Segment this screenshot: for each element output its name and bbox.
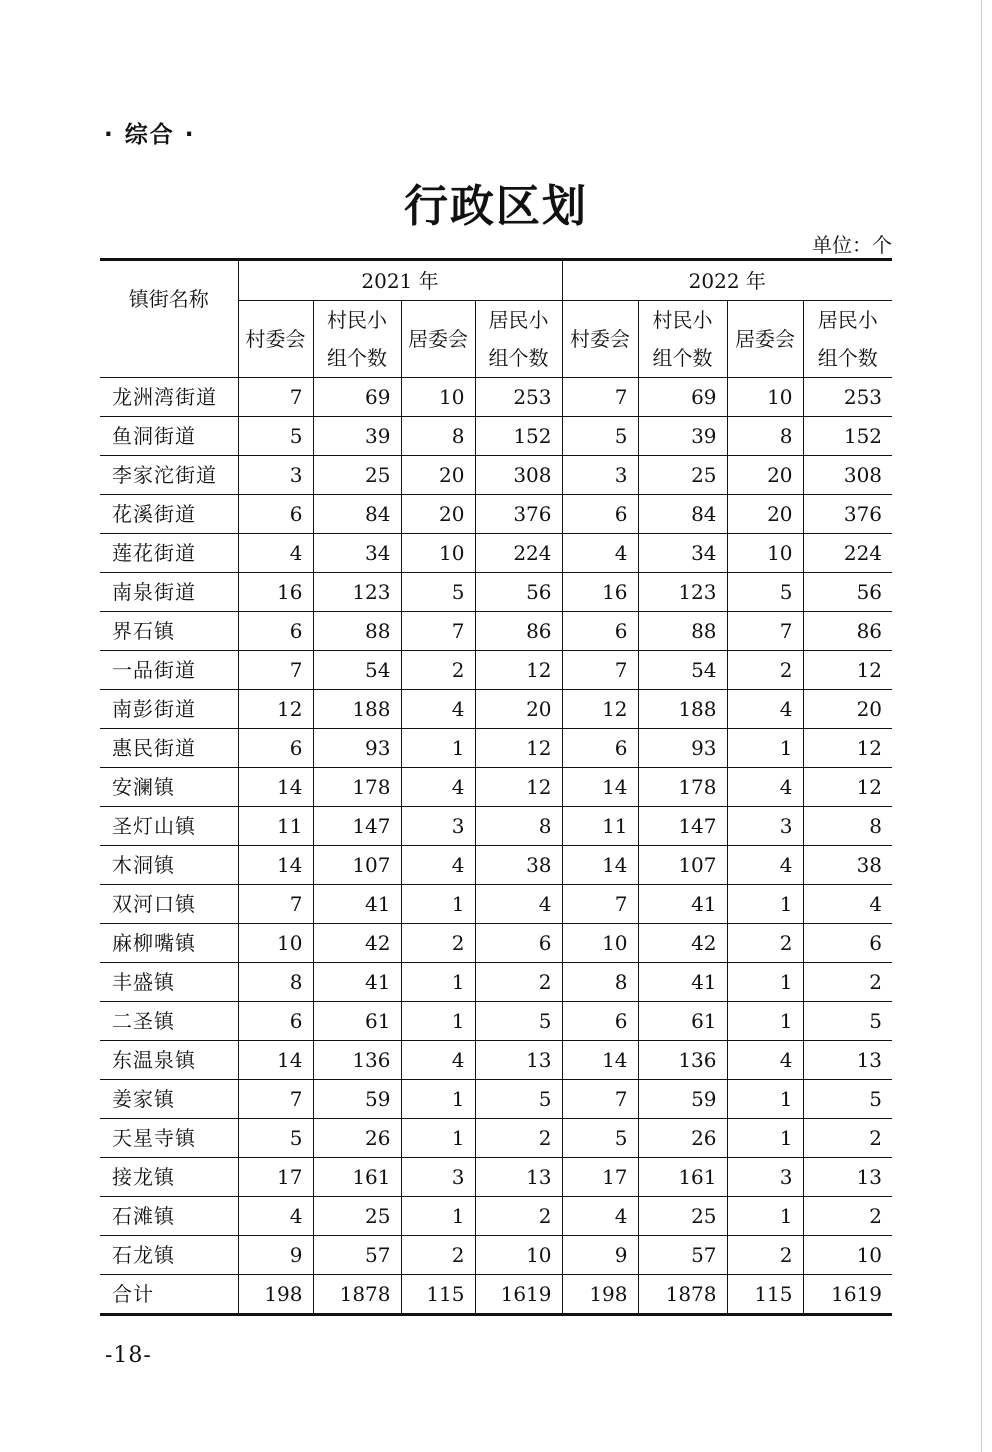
value-cell: 34	[638, 534, 727, 573]
year-header-2021: 2021 年	[238, 260, 562, 301]
value-cell: 14	[562, 768, 638, 807]
value-cell: 42	[638, 924, 727, 963]
value-cell: 2	[475, 1197, 562, 1236]
town-name-cell: 圣灯山镇	[100, 807, 238, 846]
value-cell: 123	[638, 573, 727, 612]
value-cell: 5	[401, 573, 475, 612]
town-name-cell: 天星寺镇	[100, 1119, 238, 1158]
table-row	[100, 573, 892, 612]
value-cell: 253	[803, 378, 892, 417]
value-cell: 147	[638, 807, 727, 846]
value-cell: 4	[803, 885, 892, 924]
value-cell: 20	[475, 690, 562, 729]
value-cell: 152	[475, 417, 562, 456]
column-header: 居民小 组个数	[475, 301, 562, 378]
value-cell: 2	[475, 1119, 562, 1158]
column-header: 居委会	[401, 301, 475, 378]
table-row	[100, 1080, 892, 1119]
town-name-cell: 丰盛镇	[100, 963, 238, 1002]
value-cell: 7	[238, 1080, 313, 1119]
value-cell: 253	[475, 378, 562, 417]
value-cell: 14	[238, 768, 313, 807]
value-cell: 147	[313, 807, 401, 846]
value-cell: 16	[562, 573, 638, 612]
value-cell: 38	[803, 846, 892, 885]
value-cell: 1878	[638, 1275, 727, 1315]
value-cell: 6	[238, 612, 313, 651]
table-row	[100, 1119, 892, 1158]
value-cell: 25	[638, 456, 727, 495]
value-cell: 13	[475, 1158, 562, 1197]
value-cell: 7	[562, 378, 638, 417]
value-cell: 1	[727, 1002, 803, 1041]
town-name-cell: 南泉街道	[100, 573, 238, 612]
value-cell: 188	[638, 690, 727, 729]
value-cell: 5	[238, 417, 313, 456]
value-cell: 198	[562, 1275, 638, 1315]
value-cell: 1	[401, 1080, 475, 1119]
value-cell: 3	[562, 456, 638, 495]
value-cell: 7	[562, 885, 638, 924]
value-cell: 93	[313, 729, 401, 768]
page-title: 行政区划	[404, 181, 588, 232]
column-header: 村委会	[238, 301, 313, 378]
value-cell: 12	[803, 729, 892, 768]
town-name-cell: 麻柳嘴镇	[100, 924, 238, 963]
value-cell: 9	[562, 1236, 638, 1275]
value-cell: 8	[562, 963, 638, 1002]
value-cell: 1	[401, 1197, 475, 1236]
town-name-cell: 姜家镇	[100, 1080, 238, 1119]
value-cell: 2	[727, 1236, 803, 1275]
value-cell: 6	[562, 729, 638, 768]
value-cell: 115	[727, 1275, 803, 1315]
value-cell: 10	[401, 534, 475, 573]
value-cell: 56	[803, 573, 892, 612]
value-cell: 11	[562, 807, 638, 846]
value-cell: 5	[238, 1119, 313, 1158]
value-cell: 7	[727, 612, 803, 651]
value-cell: 107	[313, 846, 401, 885]
value-cell: 1	[401, 885, 475, 924]
value-cell: 12	[475, 768, 562, 807]
column-header-name: 镇街名称	[100, 260, 238, 378]
table-row	[100, 1197, 892, 1236]
value-cell: 84	[313, 495, 401, 534]
value-cell: 69	[313, 378, 401, 417]
value-cell: 178	[638, 768, 727, 807]
value-cell: 10	[238, 924, 313, 963]
table-row	[100, 612, 892, 651]
value-cell: 39	[638, 417, 727, 456]
value-cell: 86	[475, 612, 562, 651]
value-cell: 14	[238, 1041, 313, 1080]
value-cell: 86	[803, 612, 892, 651]
value-cell: 4	[401, 846, 475, 885]
value-cell: 115	[401, 1275, 475, 1315]
value-cell: 12	[803, 651, 892, 690]
town-name-cell: 木洞镇	[100, 846, 238, 885]
value-cell: 308	[803, 456, 892, 495]
value-cell: 6	[238, 495, 313, 534]
admin-division-table	[100, 258, 892, 1316]
town-name-cell: 石滩镇	[100, 1197, 238, 1236]
value-cell: 54	[313, 651, 401, 690]
column-header: 村民小 组个数	[313, 301, 401, 378]
value-cell: 12	[803, 768, 892, 807]
value-cell: 224	[475, 534, 562, 573]
town-name-cell: 东温泉镇	[100, 1041, 238, 1080]
value-cell: 4	[238, 534, 313, 573]
value-cell: 10	[562, 924, 638, 963]
value-cell: 20	[401, 456, 475, 495]
town-name-cell: 李家沱街道	[100, 456, 238, 495]
value-cell: 6	[238, 729, 313, 768]
town-name-cell: 石龙镇	[100, 1236, 238, 1275]
town-name-cell: 合计	[100, 1275, 238, 1315]
value-cell: 39	[313, 417, 401, 456]
value-cell: 7	[238, 651, 313, 690]
value-cell: 7	[238, 378, 313, 417]
value-cell: 12	[475, 729, 562, 768]
value-cell: 41	[638, 963, 727, 1002]
value-cell: 3	[727, 807, 803, 846]
value-cell: 376	[475, 495, 562, 534]
value-cell: 123	[313, 573, 401, 612]
value-cell: 4	[727, 768, 803, 807]
value-cell: 56	[475, 573, 562, 612]
value-cell: 136	[638, 1041, 727, 1080]
value-cell: 13	[803, 1158, 892, 1197]
value-cell: 8	[238, 963, 313, 1002]
value-cell: 57	[313, 1236, 401, 1275]
table-row	[100, 729, 892, 768]
value-cell: 84	[638, 495, 727, 534]
value-cell: 5	[562, 417, 638, 456]
value-cell: 20	[803, 690, 892, 729]
value-cell: 11	[238, 807, 313, 846]
value-cell: 5	[475, 1002, 562, 1041]
value-cell: 14	[238, 846, 313, 885]
table-body	[100, 378, 892, 1315]
table-row	[100, 807, 892, 846]
town-name-cell: 接龙镇	[100, 1158, 238, 1197]
town-name-cell: 莲花街道	[100, 534, 238, 573]
value-cell: 20	[401, 495, 475, 534]
section-label: · 综合 ·	[104, 122, 196, 148]
value-cell: 61	[313, 1002, 401, 1041]
value-cell: 14	[562, 846, 638, 885]
town-name-cell: 一品街道	[100, 651, 238, 690]
value-cell: 12	[475, 651, 562, 690]
value-cell: 1	[727, 1119, 803, 1158]
value-cell: 6	[562, 612, 638, 651]
value-cell: 4	[727, 1041, 803, 1080]
value-cell: 10	[803, 1236, 892, 1275]
value-cell: 3	[727, 1158, 803, 1197]
column-header: 居民小 组个数	[803, 301, 892, 378]
value-cell: 34	[313, 534, 401, 573]
value-cell: 69	[638, 378, 727, 417]
value-cell: 41	[638, 885, 727, 924]
town-name-cell: 安澜镇	[100, 768, 238, 807]
value-cell: 13	[475, 1041, 562, 1080]
value-cell: 136	[313, 1041, 401, 1080]
value-cell: 1	[727, 1197, 803, 1236]
table-row	[100, 1158, 892, 1197]
value-cell: 4	[562, 534, 638, 573]
value-cell: 3	[401, 807, 475, 846]
value-cell: 1	[727, 885, 803, 924]
value-cell: 8	[475, 807, 562, 846]
value-cell: 2	[727, 651, 803, 690]
value-cell: 54	[638, 651, 727, 690]
value-cell: 14	[562, 1041, 638, 1080]
value-cell: 10	[727, 378, 803, 417]
value-cell: 8	[803, 807, 892, 846]
column-header: 村委会	[562, 301, 638, 378]
value-cell: 6	[803, 924, 892, 963]
town-name-cell: 鱼洞街道	[100, 417, 238, 456]
value-cell: 5	[727, 573, 803, 612]
value-cell: 17	[562, 1158, 638, 1197]
table-row	[100, 768, 892, 807]
value-cell: 4	[238, 1197, 313, 1236]
value-cell: 10	[475, 1236, 562, 1275]
value-cell: 4	[562, 1197, 638, 1236]
value-cell: 2	[803, 963, 892, 1002]
value-cell: 7	[238, 885, 313, 924]
value-cell: 26	[638, 1119, 727, 1158]
value-cell: 1	[401, 729, 475, 768]
value-cell: 2	[401, 1236, 475, 1275]
town-name-cell: 惠民街道	[100, 729, 238, 768]
value-cell: 6	[238, 1002, 313, 1041]
value-cell: 2	[401, 924, 475, 963]
value-cell: 2	[727, 924, 803, 963]
value-cell: 61	[638, 1002, 727, 1041]
value-cell: 3	[401, 1158, 475, 1197]
table-row	[100, 690, 892, 729]
value-cell: 178	[313, 768, 401, 807]
value-cell: 10	[727, 534, 803, 573]
value-cell: 25	[313, 456, 401, 495]
value-cell: 93	[638, 729, 727, 768]
value-cell: 161	[313, 1158, 401, 1197]
value-cell: 13	[803, 1041, 892, 1080]
value-cell: 1	[401, 1002, 475, 1041]
value-cell: 5	[475, 1080, 562, 1119]
value-cell: 152	[803, 417, 892, 456]
value-cell: 20	[727, 495, 803, 534]
value-cell: 4	[475, 885, 562, 924]
town-name-cell: 双河口镇	[100, 885, 238, 924]
value-cell: 41	[313, 885, 401, 924]
value-cell: 2	[803, 1197, 892, 1236]
value-cell: 41	[313, 963, 401, 1002]
value-cell: 3	[238, 456, 313, 495]
value-cell: 7	[562, 651, 638, 690]
value-cell: 59	[638, 1080, 727, 1119]
value-cell: 12	[238, 690, 313, 729]
value-cell: 1	[401, 1119, 475, 1158]
table-row	[100, 1236, 892, 1275]
value-cell: 1	[401, 963, 475, 1002]
value-cell: 2	[475, 963, 562, 1002]
value-cell: 4	[401, 690, 475, 729]
value-cell: 4	[727, 846, 803, 885]
unit-label: 单位：个	[812, 233, 892, 257]
town-name-cell: 龙洲湾街道	[100, 378, 238, 417]
value-cell: 88	[638, 612, 727, 651]
table-row	[100, 534, 892, 573]
value-cell: 1619	[803, 1275, 892, 1315]
table-row	[100, 1002, 892, 1041]
table-row	[100, 417, 892, 456]
value-cell: 5	[562, 1119, 638, 1158]
value-cell: 9	[238, 1236, 313, 1275]
value-cell: 25	[313, 1197, 401, 1236]
value-cell: 308	[475, 456, 562, 495]
value-cell: 1	[727, 729, 803, 768]
value-cell: 6	[562, 1002, 638, 1041]
table-row	[100, 495, 892, 534]
value-cell: 5	[803, 1080, 892, 1119]
value-cell: 8	[727, 417, 803, 456]
value-cell: 6	[562, 495, 638, 534]
table-row	[100, 1041, 892, 1080]
value-cell: 8	[401, 417, 475, 456]
value-cell: 1	[727, 1080, 803, 1119]
value-cell: 198	[238, 1275, 313, 1315]
value-cell: 4	[401, 768, 475, 807]
table-row	[100, 963, 892, 1002]
page-number: -18-	[105, 1343, 152, 1368]
value-cell: 107	[638, 846, 727, 885]
value-cell: 4	[401, 1041, 475, 1080]
column-header: 居委会	[727, 301, 803, 378]
value-cell: 161	[638, 1158, 727, 1197]
table-row	[100, 885, 892, 924]
value-cell: 2	[401, 651, 475, 690]
table-row	[100, 378, 892, 417]
value-cell: 16	[238, 573, 313, 612]
value-cell: 57	[638, 1236, 727, 1275]
value-cell: 6	[475, 924, 562, 963]
value-cell: 7	[401, 612, 475, 651]
town-name-cell: 南彭街道	[100, 690, 238, 729]
value-cell: 4	[727, 690, 803, 729]
value-cell: 376	[803, 495, 892, 534]
town-name-cell: 二圣镇	[100, 1002, 238, 1041]
table-row	[100, 846, 892, 885]
value-cell: 38	[475, 846, 562, 885]
town-name-cell: 界石镇	[100, 612, 238, 651]
table-row	[100, 651, 892, 690]
total-row	[100, 1275, 892, 1315]
value-cell: 7	[562, 1080, 638, 1119]
value-cell: 59	[313, 1080, 401, 1119]
table-row	[100, 924, 892, 963]
value-cell: 25	[638, 1197, 727, 1236]
value-cell: 5	[803, 1002, 892, 1041]
value-cell: 2	[803, 1119, 892, 1158]
value-cell: 10	[401, 378, 475, 417]
value-cell: 12	[562, 690, 638, 729]
value-cell: 42	[313, 924, 401, 963]
year-header-2022: 2022 年	[562, 260, 892, 301]
value-cell: 188	[313, 690, 401, 729]
value-cell: 17	[238, 1158, 313, 1197]
column-header: 村民小 组个数	[638, 301, 727, 378]
value-cell: 20	[727, 456, 803, 495]
table-row	[100, 456, 892, 495]
value-cell: 1	[727, 963, 803, 1002]
value-cell: 224	[803, 534, 892, 573]
value-cell: 88	[313, 612, 401, 651]
town-name-cell: 花溪街道	[100, 495, 238, 534]
value-cell: 1619	[475, 1275, 562, 1315]
value-cell: 26	[313, 1119, 401, 1158]
value-cell: 1878	[313, 1275, 401, 1315]
